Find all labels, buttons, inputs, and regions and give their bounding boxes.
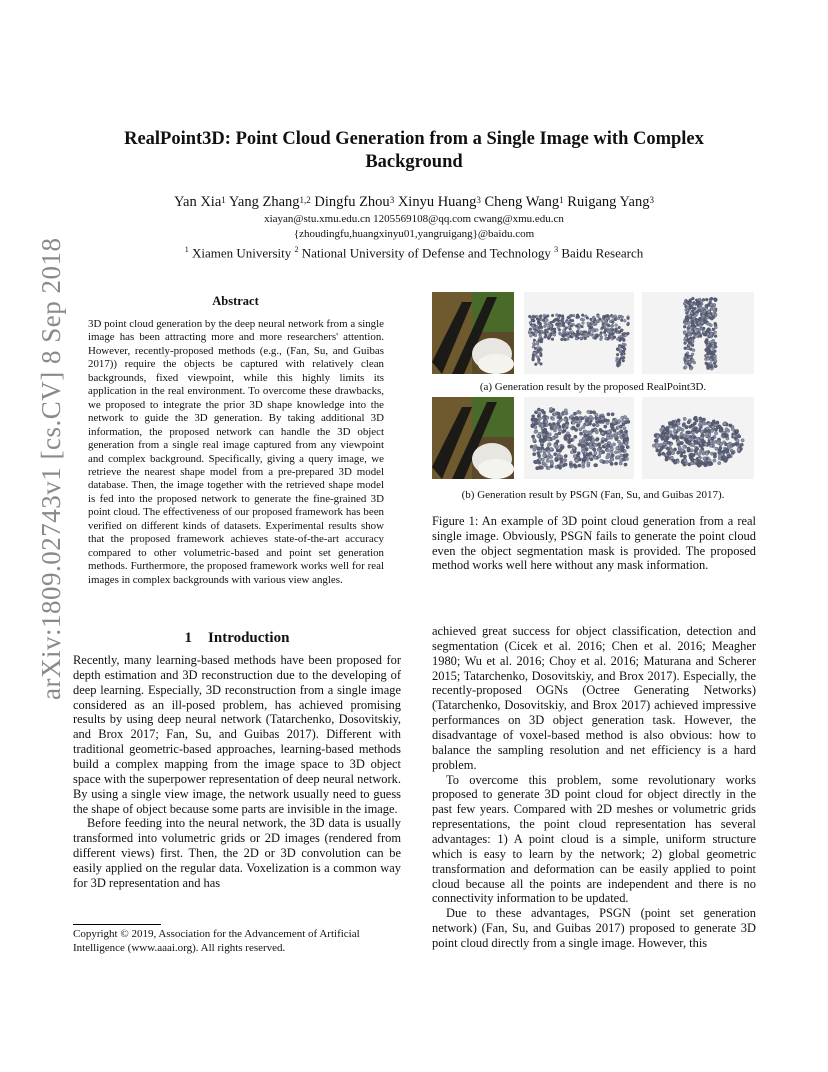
realpoint3d-result-side [642,292,754,374]
affiliation-number: 2 [294,245,299,254]
section-number: 1 [184,630,193,646]
intro-paragraph-1: Recently, many learning-based methods have been proposed for depth estimation and 3D reconstruction due to the developing of deep learning. Especially, 3D reconstruction from a single image considered as an ill-posed problem, has achieved promising results by using deep neural network (Tatarchenko, Dosovitskiy, and Brox 2017; Fan, Su, and Guibas 2017). Different with traditional geometric-based approaches, learning-based methods build a complex mapping from the image space to 3D object space with the superpower representation of deep neural network. By using a single view image, the network usually need to guess the shape of object because some parts are invisible in the image. [73,653,401,816]
figure-1-caption: Figure 1: An example of 3D point cloud generation from a real single image. Obviously, PSGN fails to generate the point cloud even the object segmentation mask is provided. The proposed method works well here without any mask information. [432,514,756,573]
copyright-notice [73,925,401,955]
author: Xinyu Huang$^3$ [397,194,481,210]
input-photo-a [432,292,514,374]
email-line-2: {zhoudingfu,huangxinyu01,yangruigang}@baidu.com [293,228,535,240]
author: Yang Zhang$^{1,2}$ [228,194,311,210]
title-line-2: Background [365,152,463,172]
affiliation-number: 1 [184,245,189,254]
author-affiliation-mark: 3 [389,195,395,205]
realpoint3d-result-front [524,292,634,374]
intro-paragraph-2: Before feeding into the neural network, the 3D data is usually transformed into volumetric grids or 2D images (rendered from different views) first. Then, the 2D or 3D convolution can be easily applied on the regular data. Voxelization is a common way for 3D representation and has [73,816,401,890]
affiliation-name: Xiamen University [188,245,292,261]
author-affiliation-mark: 3 [476,195,481,205]
input-photo-b [432,397,514,479]
paper-title [90,128,738,174]
email-line-1: xiayan@stu.xmu.edu.cn 1205569108@qq.com cwang@xmu.edu.cn [264,213,564,225]
intro-right-paragraph-1: achieved great success for object classification, detection and segmentation (Cicek et al. 2016; Chen et al. 2016; Meagher 1980; Wu et al. 2016; Choy et al. 2016; Maturana and Scherer 2015; Tatarchenko, Dosovitskiy, and Brox 2017). Especially, the recently-proposed OGNs (Octree Generating Networks)(Tatarchenko, Dosovitskiy, and Brox 2017) achieved impressive performances on 3D object generation task. However, the disadvantage of voxel-based method is also obvious: how to balance the sampling resolution and net efficiency is a hard problem. [432,624,756,772]
intro-right-paragraph-3: Due to these advantages, PSGN (point set generation network) (Fan, Su, and Guibas 2017) proposed to generate 3D point cloud directly from a single image. However, this [432,906,756,951]
author: Yan Xia$^1$ [174,194,226,210]
right-column-body [432,624,756,951]
affiliation-name: Baidu Research [558,245,644,261]
psgn-result-front [524,397,634,479]
author: Dingfu Zhou$^3$ [314,194,395,210]
author-affiliation-mark: 1 [559,195,564,205]
abstract-heading: Abstract [212,294,259,308]
section-heading-introduction [73,630,401,647]
intro-right-paragraph-2: To overcome this problem, some revolutionary works proposed to generate 3D point cloud for object directly in the past few years. Compared with 2D meshes or volumetric grids representations, the point cloud representation has several advantages: 1) A point cloud is a simple, uniform structure which is easy to learn by the network; 2) global geometric transformation and deformation can be easily applied to point cloud because all the points are independent and there is no connectivity information to be updated. [432,772,756,906]
section-title: Introduction [208,630,290,646]
affiliation-number: 3 [554,245,559,254]
author-list [90,192,738,212]
author-affiliation-mark: 3 [649,195,654,205]
author: Ruigang Yang$^3$ [567,194,654,210]
author-affiliation-mark: 1,2 [299,195,311,205]
footnote-rule [73,924,161,925]
author-affiliation-mark: 1 [221,195,226,205]
author: Cheng Wang$^1$ [484,194,564,210]
title-line-1: RealPoint3D: Point Cloud Generation from a Single Image with Complex [124,129,704,149]
left-column-body [73,653,401,891]
psgn-result-side [642,397,754,479]
arxiv-id-text: arXiv:1809.02743v1 [cs.CV] 8 Sep 2018 [36,237,66,700]
copyright-text: Copyright © 2019, Association for the Advancement of Artificial Intelligence (www.aaai.org). All rights reserved. [73,928,360,954]
abstract-text: 3D point cloud generation by the deep neural network from a single image has been attracting more and more researchers' attention. However, recently-proposed methods (e.g., (Fan, Su, and Guibas 2017)) require the objects be captured with relatively clean backgrounds, fixed viewpoint, while this highly limits its application in the real environment. To overcome these drawbacks, we proposed to integrate the prior 3D shape knowledge into the network to guide the 3D generation. By taking additional 3D information, the proposed network can handle the 3D object generation from a single real image captured from any viewpoint and complex background. Specifically, giving a query image, we retrieve the nearest shape model from a pre-prepared 3D model database. Then, the image together with the retrieved shape model is fed into the proposed network to generate the fine-grained 3D point cloud. The effectiveness of our proposed framework has been verified on different kinds of datasets. Experimental results show that the proposed framework achieves state-of-the-art accuracy compared to other volumetric-based and point set generation methods. Furthermore, the proposed framework works well for real images in complex backgrounds with various view angles. [88,318,384,586]
affiliation-name: National University of Defense and Technology [298,245,551,261]
affiliations [90,242,738,261]
subcaption-a: (a) Generation result by the proposed RealPoint3D. [479,381,707,393]
subcaption-b: (b) Generation result by PSGN (Fan, Su, and Guibas 2017). [461,489,725,501]
